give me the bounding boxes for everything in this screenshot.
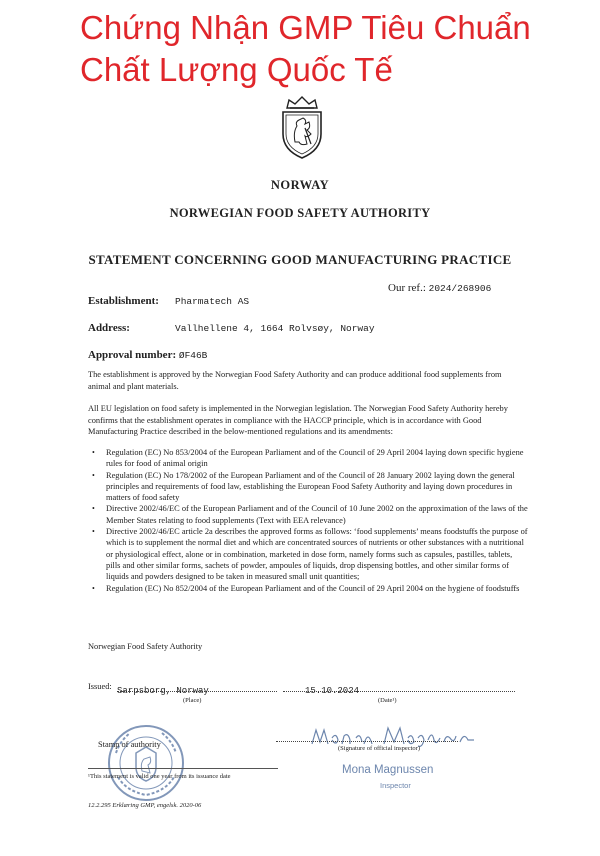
inspector-title: Inspector [380,781,411,790]
date-value: 15.10.2024 [305,686,360,696]
closing-authority: Norwegian Food Safety Authority [88,642,203,651]
approval-value: ØF46B [178,350,208,361]
list-item: • Regulation (EC) No 178/2002 of the European Parliament and of the Council of 28 January 2002 laying down the general principles and requirements of food law, establishing the European Food Safety Authority and laying down procedures in matters of food safety [88,470,528,504]
signature-line [276,740,458,742]
issued-label: Issued: [88,682,112,691]
date-caption: (Date¹) [378,697,397,704]
norway-coat-of-arms-icon [277,94,327,160]
place-caption: (Place) [183,697,202,704]
stamp-caption: Stamp of authority [98,740,161,749]
establishment-value: Pharmatech AS [175,296,250,307]
place-field [117,680,277,696]
reference-label: Our ref.: [388,282,426,294]
headline-line-1: Chứng Nhận GMP Tiêu Chuẩn [80,9,531,46]
list-item: • Regulation (EC) No 852/2004 of the European Parliament and of the Council of 29 April 2004 on the hygiene of foodstuffs [88,583,528,594]
place-value: Sarpsborg, Norway [117,686,209,696]
validity-note: ¹This statement is valid one year from its issuance date [88,773,231,780]
legislation-paragraph: All EU legislation on food safety is implemented in the Norwegian legislation. The Norwegian Food Safety Authority hereby confirms that the establishment operates in compliance with the HACCP principle, which is in accordance with Good Manufacturing Practice described in the below-mentioned regulations and its amendments: [88,404,508,437]
reference [388,282,491,294]
list-item: • Regulation (EC) No 853/2004 of the European Parliament and of the Council of 29 April 2004 laying down specific hygiene rules for food of animal origin [88,447,528,470]
headline-line-2: Chất Lượng Quốc Tế [80,51,393,88]
authority-heading: NORWEGIAN FOOD SAFETY AUTHORITY [169,206,431,220]
address-value: Vallhellene 4, 1664 Rolvsøy, Norway [175,323,375,334]
regulations-list [88,447,528,594]
list-item: • Directive 2002/46/EC article 2a describes the approved forms as follows: ‘food supplements’ means foodstuffs the purpose of which is to supplement the normal diet and which are concentrated sources of nutrients or other substances with a nutritional or physiological effect, alone or in combination, marketed in dose form, namely forms such as capsules, pastilles, tablets, pills and other similar forms, sachets of powder, ampoules of liquids, drop dispensing bottles, and other similar forms of liquids and powders designed to be taken in measured small unit quantities; [88,526,528,582]
authority-stamp-icon [106,723,186,803]
form-code: 12.2.295 Erklæring GMP, engelsk. 2020-06 [88,802,202,809]
approval-paragraph: The establishment is approved by the Norwegian Food Safety Authority and can produce additional food supplements from animal and plant materials. [88,370,502,391]
list-item: • Directive 2002/46/EC of the European Parliament and of the Council of 10 June 2002 on the approximation of the laws of the Member States relating to food supplements (Text with EEA relevance) [88,503,528,526]
statement-title: STATEMENT CONCERNING GOOD MANUFACTURING PRACTICE [88,252,512,267]
signature-caption: (Signature of official inspector) [338,745,421,752]
approval-number [88,349,207,361]
inspector-name: Mona Magnussen [342,764,434,776]
country-heading: NORWAY [270,178,330,192]
date-field [283,680,515,696]
establishment-label: Establishment: [88,295,159,307]
reference-value: 2024/268906 [428,283,492,294]
address-label: Address: [88,322,130,334]
approval-label: Approval number: [88,349,177,361]
footnote-divider [88,768,278,769]
